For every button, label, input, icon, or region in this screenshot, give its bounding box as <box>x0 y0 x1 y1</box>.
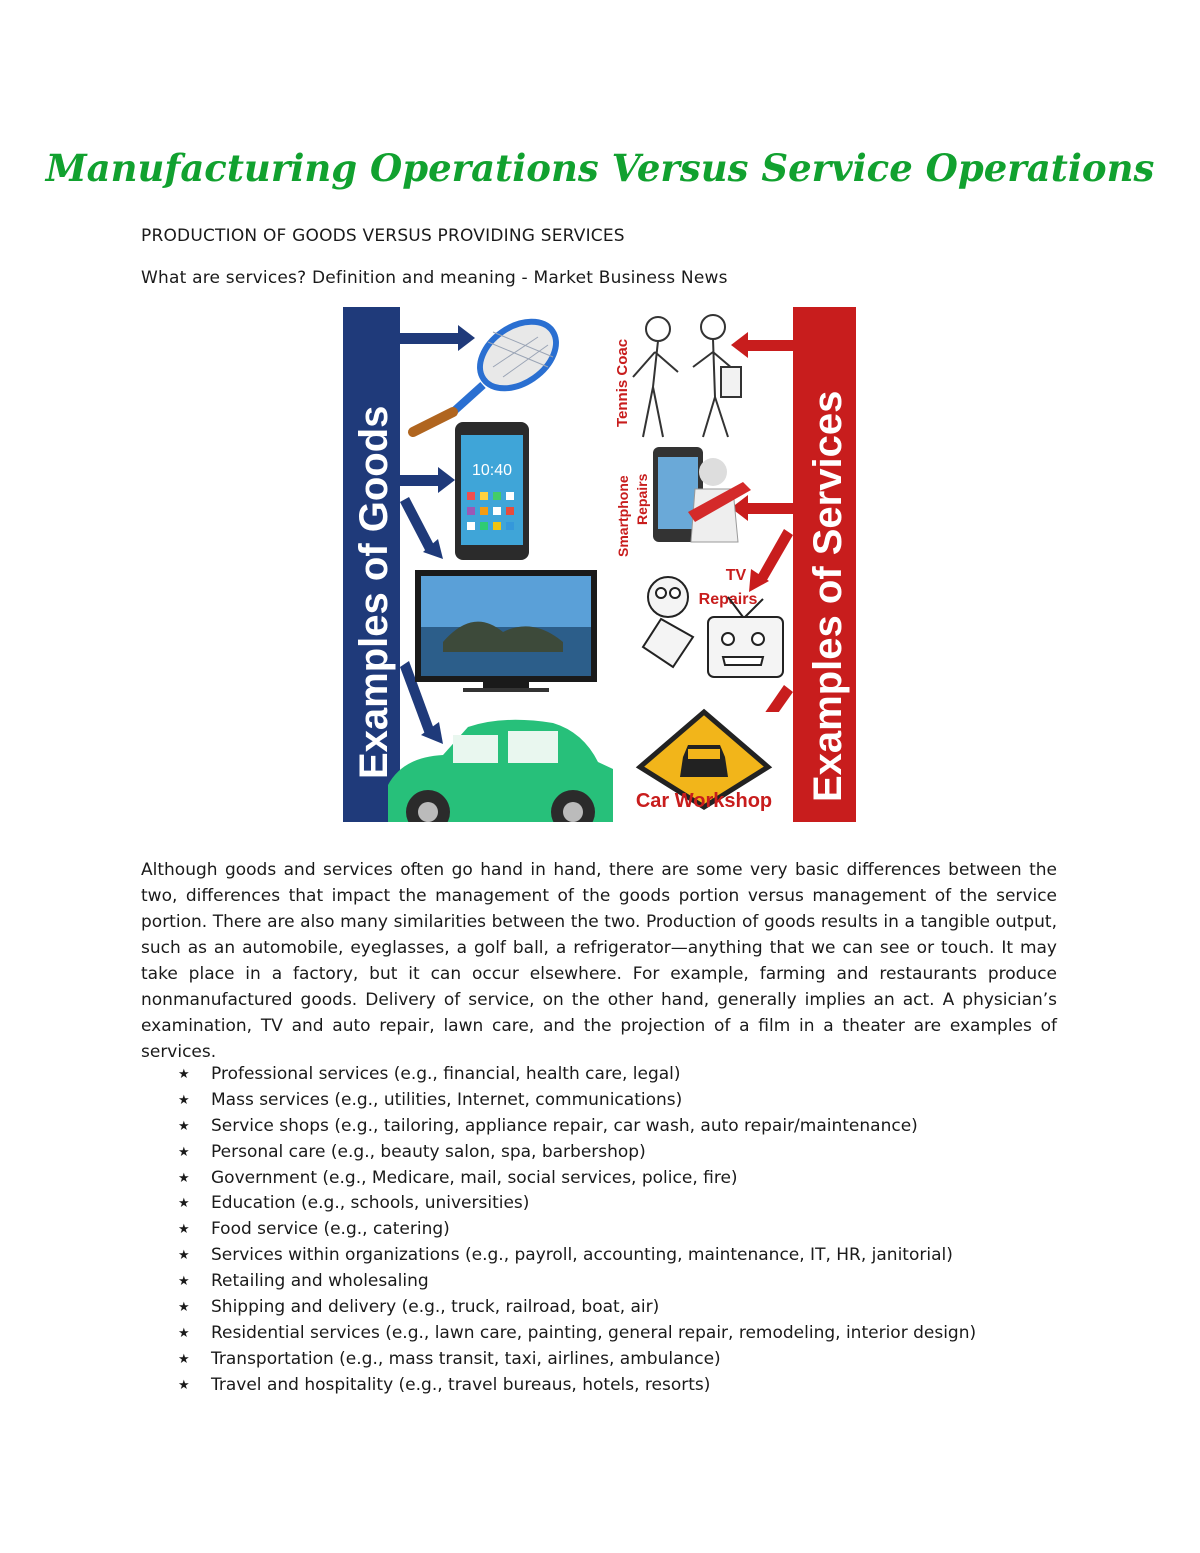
list-item: ★ Services within organizations (e.g., payroll, accounting, maintenance, IT, HR, janitorial) <box>178 1243 976 1269</box>
list-item: ★ Food service (e.g., catering) <box>178 1217 976 1243</box>
star-icon: ★ <box>178 1248 190 1264</box>
star-icon: ★ <box>178 1144 190 1160</box>
page-title: Manufacturing Operations Versus Service Operations <box>45 146 1155 190</box>
star-icon: ★ <box>178 1170 190 1186</box>
star-icon: ★ <box>178 1325 190 1341</box>
tv-repairs-label-2: Repairs <box>698 591 758 608</box>
car-workshop-label: Car Workshop <box>635 790 773 812</box>
figure-caption: What are services? Definition and meaning - Market Business News <box>141 268 728 288</box>
television-icon <box>415 570 597 692</box>
list-item: ★ Professional services (e.g., financial, health care, legal) <box>178 1062 976 1088</box>
list-item: ★ Travel and hospitality (e.g., travel bureaus, hotels, resorts) <box>178 1373 976 1399</box>
list-item: ★ Transportation (e.g., mass transit, taxi, airlines, ambulance) <box>178 1347 976 1373</box>
tennis-coach-illustration <box>633 315 741 437</box>
tennis-racket-icon <box>413 308 568 432</box>
phone-time-label: 10:40 <box>471 462 513 479</box>
goods-vs-services-figure <box>343 307 856 822</box>
smartphone-icon <box>455 422 529 560</box>
star-icon: ★ <box>178 1067 190 1082</box>
star-icon: ★ <box>178 1351 190 1367</box>
smartphone-repairs-label-1: Smartphone <box>615 475 631 557</box>
star-icon: ★ <box>178 1196 190 1212</box>
list-item: ★ Personal care (e.g., beauty salon, spa, barbershop) <box>178 1140 976 1166</box>
list-item: ★ Shipping and delivery (e.g., truck, railroad, boat, air) <box>178 1295 976 1321</box>
tennis-coach-label: Tennis Coac <box>614 338 631 427</box>
star-icon: ★ <box>178 1118 190 1134</box>
list-item: ★ Residential services (e.g., lawn care, painting, general repair, remodeling, interior design) <box>178 1321 976 1347</box>
star-icon: ★ <box>178 1300 190 1316</box>
smartphone-repairs-label-2: Repairs <box>634 473 650 525</box>
list-item: ★ Retailing and wholesaling <box>178 1269 976 1295</box>
star-icon: ★ <box>178 1092 190 1108</box>
list-item: ★ Service shops (e.g., tailoring, appliance repair, car wash, auto repair/maintenance) <box>178 1114 976 1140</box>
star-icon: ★ <box>178 1377 190 1393</box>
tv-repairs-label-1: TV <box>725 567 747 584</box>
goods-banner-label: Examples of Goods <box>352 405 396 779</box>
phone-repair-icon <box>653 447 751 542</box>
services-banner-label: Examples of Services <box>806 390 850 802</box>
list-item: ★ Education (e.g., schools, universities) <box>178 1191 976 1217</box>
section-subheading: PRODUCTION OF GOODS VERSUS PROVIDING SERVICES <box>141 226 625 246</box>
star-icon: ★ <box>178 1274 190 1290</box>
list-item: ★ Government (e.g., Medicare, mail, social services, police, fire) <box>178 1166 976 1192</box>
star-icon: ★ <box>178 1222 190 1238</box>
list-item: ★ Mass services (e.g., utilities, Internet, communications) <box>178 1088 976 1114</box>
body-paragraph: Although goods and services often go hand in hand, there are some very basic differences between the two, differences that impact the management of the goods portion versus management of the service portion. There are also many similarities between the two. Production of goods results in a tangible output, such as an automobile, eyeglasses, a golf ball, a refrigerator—anything that we can see or touch. It may take place in a factory, but it can occur elsewhere. For example, farming and restaurants produce nonmanufactured goods. Delivery of service, on the other hand, generally implies an act. A physician’s examination, TV and auto repair, lawn care, and the projection of a film in a theater are examples of services. <box>141 860 1057 1062</box>
service-types-list <box>178 1062 976 1399</box>
